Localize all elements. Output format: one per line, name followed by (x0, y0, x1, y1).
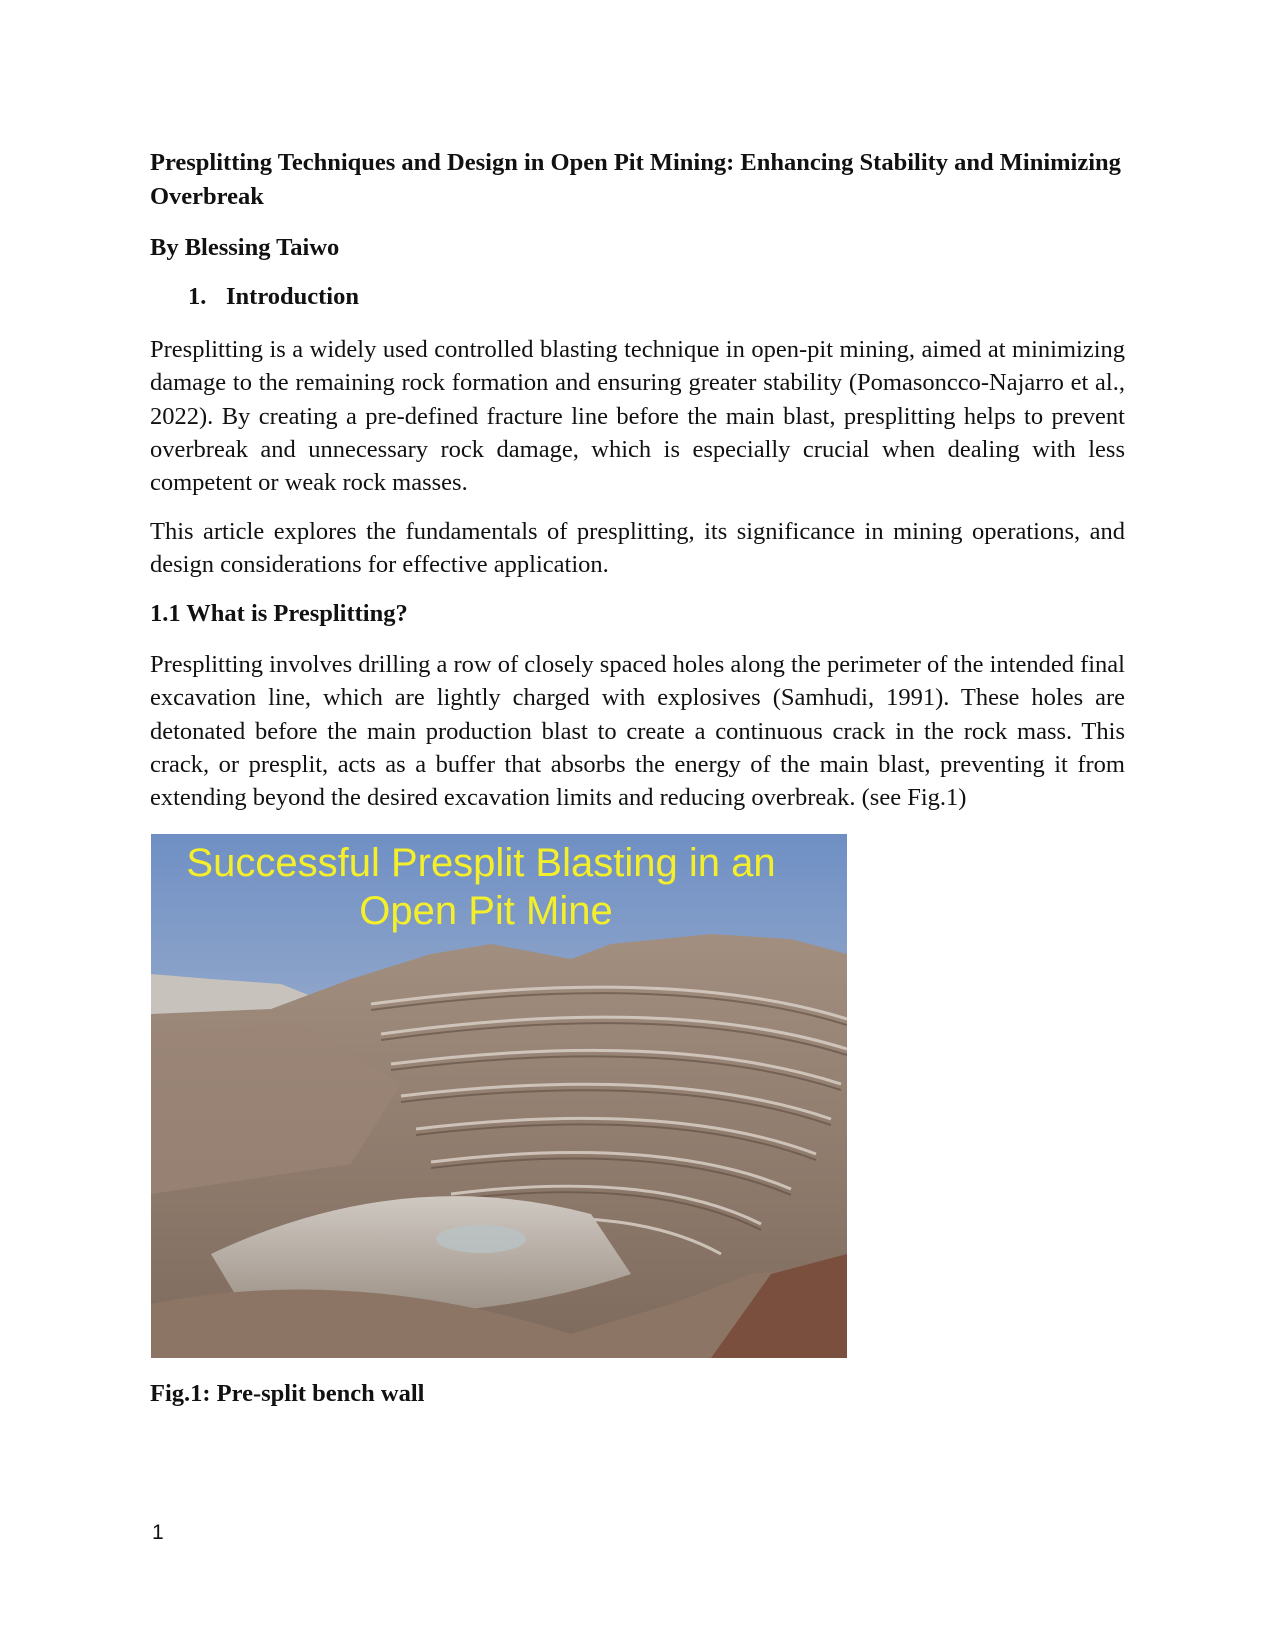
section-heading-introduction (188, 281, 359, 313)
document-title: Presplitting Techniques and Design in Open Pit Mining: Enhancing Stability and Minimizing Overbreak (150, 149, 1121, 210)
figure-title-line-1: Successful Presplit Blasting in an (186, 841, 776, 885)
section-number: 1. (188, 283, 207, 310)
presplitting-paragraph: Presplitting involves drilling a row of closely spaced holes along the perimeter of the intended final excavation line, which are lightly charged with explosives (Samhudi, 1991). These holes are detonated before the main production blast to create a continuous crack in the rock mass. This crack, or presplit, acts as a buffer that absorbs the energy of the main blast, preventing it from extending beyond the desired excavation limits and reducing overbreak. (see Fig.1) (150, 651, 1125, 812)
open-pit-mine-illustration (151, 834, 847, 1358)
section-title: Introduction (226, 283, 359, 310)
intro-paragraph-2: This article explores the fundamentals of presplitting, its significance in mining operations, and design considerations for effective application. (150, 518, 1125, 579)
figure-caption: Fig.1: Pre-split bench wall (150, 1380, 425, 1407)
figure-title-line-2: Open Pit Mine (359, 889, 613, 933)
figure-open-pit-photo (151, 834, 847, 1358)
author-byline: By Blessing Taiwo (150, 234, 340, 261)
page-number: 1 (152, 1521, 164, 1544)
intro-paragraph-1: Presplitting is a widely used controlled blasting technique in open-pit mining, aimed at minimizing damage to the remaining rock formation and ensuring greater stability (Pomasoncco-Najarro et al., 2022). By creating a pre-defined fracture line before the main blast, presplitting helps to prevent overbreak and unnecessary rock damage, which is especially crucial when dealing with less competent or weak rock masses. (150, 336, 1125, 497)
subsection-heading: 1.1 What is Presplitting? (150, 600, 408, 627)
